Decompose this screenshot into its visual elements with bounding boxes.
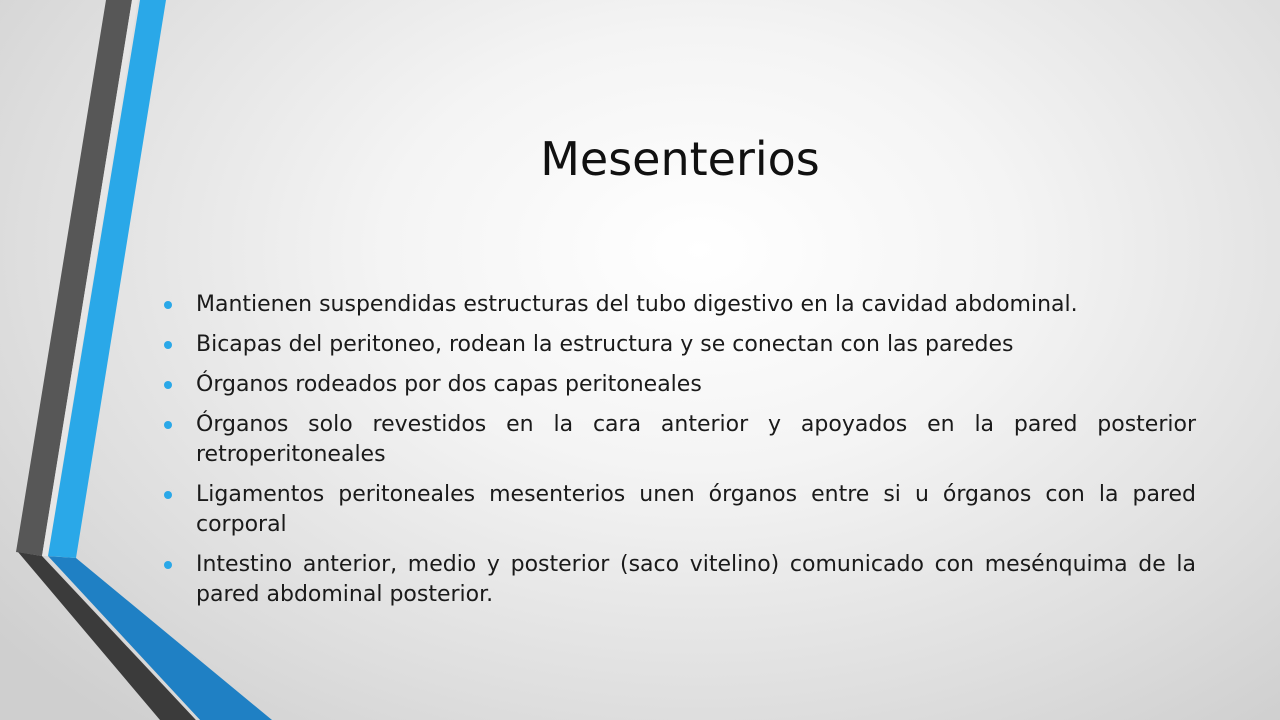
bullet-dot-icon — [164, 491, 172, 499]
bullet-text: Bicapas del peritoneo, rodean la estructura y se conectan con las paredes — [196, 332, 1014, 357]
bullet-text: Ligamentos peritoneales mesenterios unen órganos entre si u órganos con la pared corporal — [196, 482, 1196, 537]
bullet-dot-icon — [164, 341, 172, 349]
bullet-list — [160, 290, 1196, 620]
bullet-item — [160, 330, 1196, 360]
bullet-item — [160, 370, 1196, 400]
bullet-item — [160, 290, 1196, 320]
bullet-dot-icon — [164, 421, 172, 429]
bullet-item — [160, 550, 1196, 610]
bullet-text: Mantienen suspendidas estructuras del tubo digestivo en la cavidad abdominal. — [196, 292, 1078, 317]
bullet-dot-icon — [164, 561, 172, 569]
bullet-text: Órganos solo revestidos en la cara anterior y apoyados en la pared posterior retroperitoneales — [196, 412, 1196, 467]
bullet-dot-icon — [164, 301, 172, 309]
upper-light-line — [42, 0, 138, 556]
bullet-dot-icon — [164, 381, 172, 389]
slide-title: Mesenterios — [540, 132, 820, 186]
bullet-item — [160, 410, 1196, 470]
bullet-item — [160, 480, 1196, 540]
bullet-text: Intestino anterior, medio y posterior (saco vitelino) comunicado con mesénquima de la pared abdominal posterior. — [196, 552, 1196, 607]
bullet-text: Órganos rodeados por dos capas peritoneales — [196, 372, 702, 397]
